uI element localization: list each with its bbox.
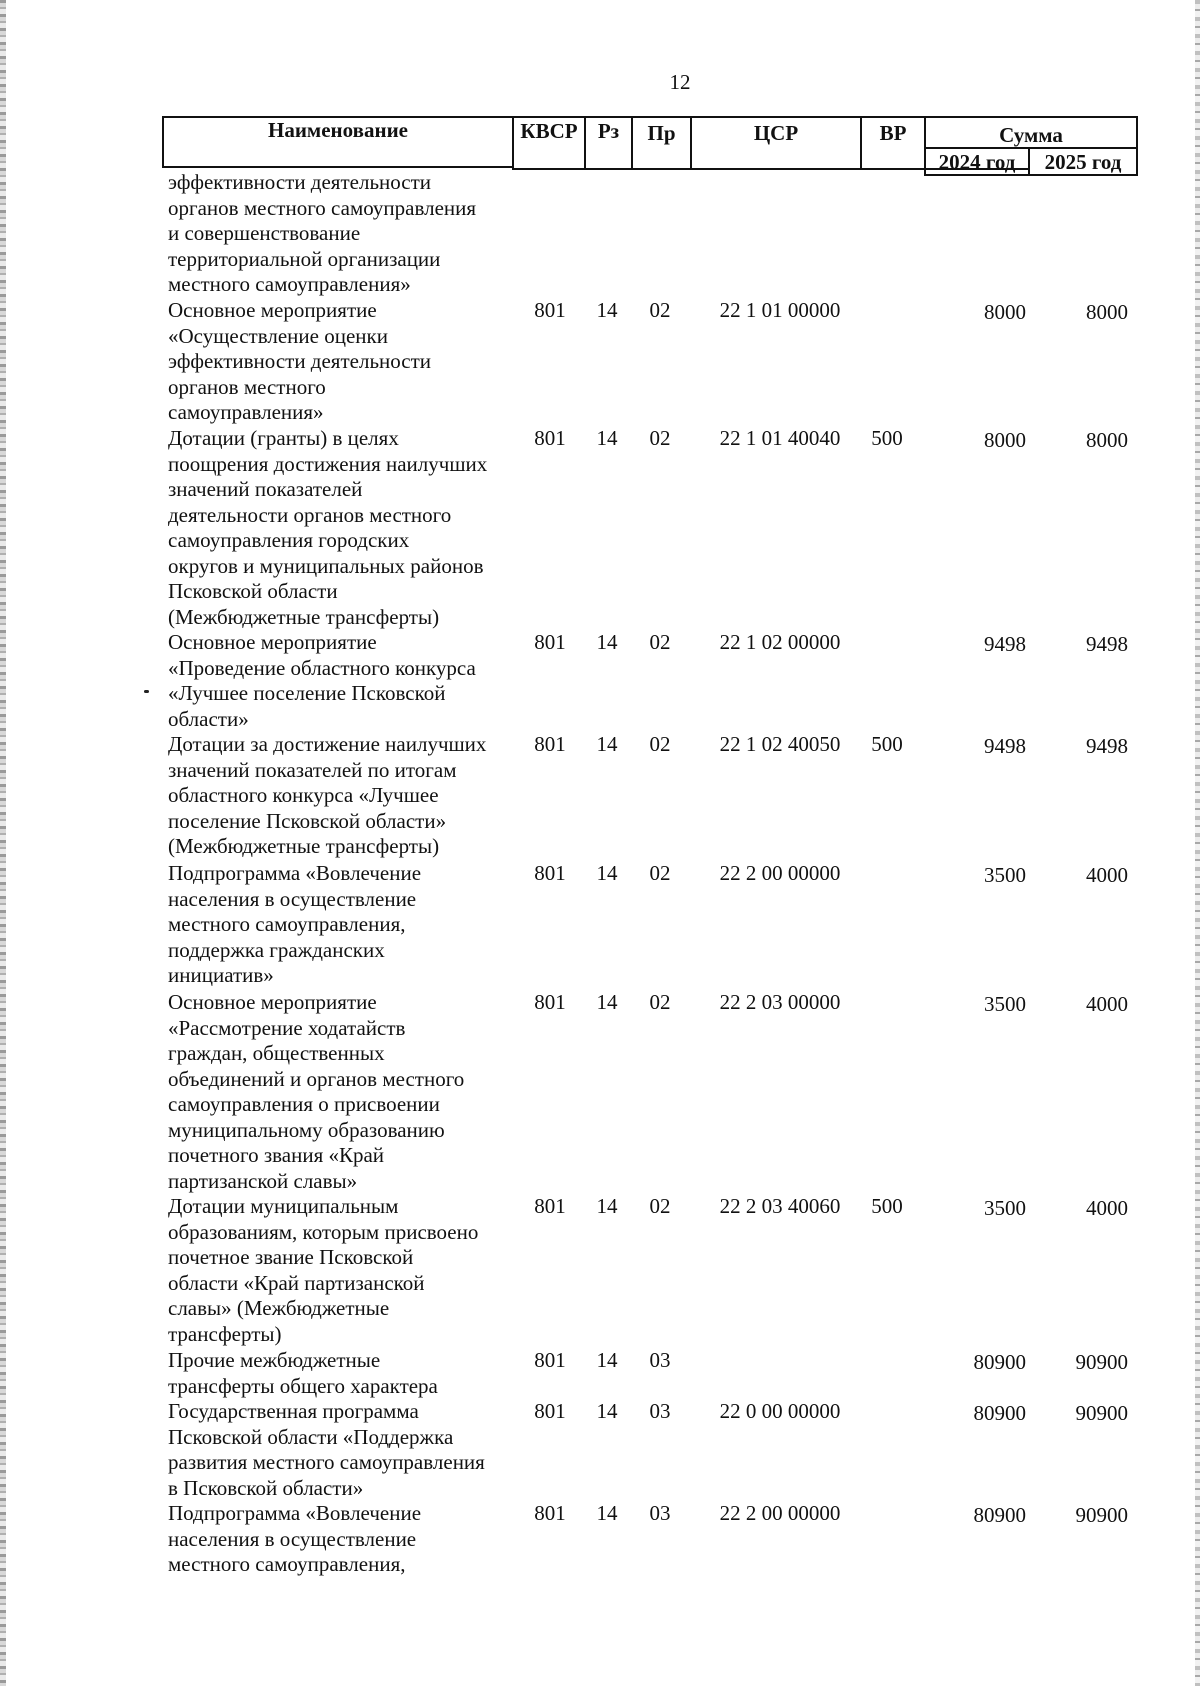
header-pr: Пр — [647, 121, 676, 145]
row-sum-2025: 8000 — [1086, 428, 1128, 452]
row-pr: 03 — [649, 1399, 671, 1423]
row-pr: 02 — [649, 861, 671, 885]
row-name: эффективности деятельности органов местного самоуправления и совершенствование территориальной организации местного самоуправления» — [168, 170, 477, 296]
scan-edge-left — [0, 0, 6, 1686]
row-kvsr: 801 — [534, 630, 566, 654]
header-rz: Рз — [597, 119, 620, 143]
row-csr: 22 1 02 00000 — [719, 630, 841, 654]
row-rz: 14 — [596, 1194, 618, 1218]
row-sum-2025: 9498 — [1086, 632, 1128, 656]
row-sum-2024: 80900 — [973, 1401, 1026, 1425]
row-sum-2024: 9498 — [984, 632, 1026, 656]
row-sum-2024: 3500 — [984, 1196, 1026, 1220]
row-sum-2024: 80900 — [973, 1503, 1026, 1527]
header-name: Наименование — [268, 118, 408, 142]
header-bottom-border-name — [162, 166, 512, 168]
row-pr: 02 — [649, 990, 671, 1014]
row-kvsr: 801 — [534, 1399, 566, 1423]
row-sum-2025: 90900 — [1075, 1350, 1128, 1374]
row-vr: 500 — [871, 426, 903, 450]
header-sum: Сумма — [999, 123, 1063, 147]
row-sum-2025: 8000 — [1086, 300, 1128, 324]
row-kvsr: 801 — [534, 1501, 566, 1525]
row-sum-2025: 4000 — [1086, 863, 1128, 887]
row-name: Основное мероприятие «Осуществление оценки эффективности деятельности органов местного самоуправления» — [168, 298, 432, 424]
header-csr: ЦСР — [753, 121, 799, 145]
row-rz: 14 — [596, 732, 618, 756]
row-name: Подпрограмма «Вовлечение населения в осуществление местного самоуправления, поддержка гражданских инициатив» — [168, 861, 422, 987]
row-sum-2024: 8000 — [984, 300, 1026, 324]
row-kvsr: 801 — [534, 298, 566, 322]
row-sum-2024: 3500 — [984, 863, 1026, 887]
row-name: Основное мероприятие «Проведение областного конкурса «Лучшее поселение Псковской области» — [168, 630, 476, 731]
row-csr: 22 1 02 40050 — [719, 732, 841, 756]
table-header — [162, 116, 1138, 176]
row-sum-2024: 3500 — [984, 992, 1026, 1016]
row-pr: 02 — [649, 1194, 671, 1218]
row-csr: 22 2 00 00000 — [719, 1501, 841, 1525]
row-rz: 14 — [596, 990, 618, 1014]
row-rz: 14 — [596, 1501, 618, 1525]
row-pr: 03 — [649, 1348, 671, 1372]
header-year-2025: 2025 год — [1044, 150, 1122, 174]
row-name: Дотации (гранты) в целях поощрения достижения наилучших значений показателей деятельности органов местного самоуправления городских округов и муниципальных районов Псковской области (Межбюджетные трансферты) — [168, 426, 488, 629]
row-sum-2024: 8000 — [984, 428, 1026, 452]
page-number: 12 — [669, 70, 691, 94]
row-sum-2025: 9498 — [1086, 734, 1128, 758]
row-rz: 14 — [596, 861, 618, 885]
row-kvsr: 801 — [534, 426, 566, 450]
row-vr: 500 — [871, 732, 903, 756]
row-kvsr: 801 — [534, 1194, 566, 1218]
scan-edge-right — [1195, 0, 1200, 1686]
row-pr: 02 — [649, 298, 671, 322]
row-sum-2024: 80900 — [973, 1350, 1026, 1374]
row-sum-2025: 4000 — [1086, 1196, 1128, 1220]
row-name: Подпрограмма «Вовлечение населения в осуществление местного самоуправления, — [168, 1501, 422, 1576]
header-kvsr: КВСР — [520, 119, 578, 143]
row-sum-2024: 9498 — [984, 734, 1026, 758]
row-sum-2025: 90900 — [1075, 1401, 1128, 1425]
row-rz: 14 — [596, 1399, 618, 1423]
row-kvsr: 801 — [534, 990, 566, 1014]
row-csr: 22 0 00 00000 — [719, 1399, 841, 1423]
row-rz: 14 — [596, 298, 618, 322]
row-csr: 22 1 01 00000 — [719, 298, 841, 322]
row-sum-2025: 4000 — [1086, 992, 1128, 1016]
row-pr: 02 — [649, 426, 671, 450]
row-rz: 14 — [596, 1348, 618, 1372]
row-name: Прочие межбюджетные трансферты общего характера — [168, 1348, 438, 1398]
row-kvsr: 801 — [534, 732, 566, 756]
row-rz: 14 — [596, 426, 618, 450]
row-pr: 02 — [649, 630, 671, 654]
row-rz: 14 — [596, 630, 618, 654]
row-pr: 02 — [649, 732, 671, 756]
header-right-border — [1136, 116, 1138, 176]
row-name: Дотации за достижение наилучших значений показателей по итогам областного конкурса «Лучшее поселение Псковской области» (Межбюджетные трансферты) — [168, 732, 487, 858]
scan-speck — [144, 690, 149, 693]
row-kvsr: 801 — [534, 861, 566, 885]
row-name: Дотации муниципальным образованиям, которым присвоено почетное звание Псковской области «Край партизанской славы» (Межбюджетные трансферты) — [168, 1194, 479, 1346]
row-kvsr: 801 — [534, 1348, 566, 1372]
row-name: Основное мероприятие «Рассмотрение ходатайств граждан, общественных объединений и органов местного самоуправления о присвоении муниципальному образованию почетного звания «Край партизанской славы» — [168, 990, 465, 1193]
header-year-2024: 2024 год — [938, 150, 1016, 174]
row-csr: 22 2 03 00000 — [719, 990, 841, 1014]
row-vr: 500 — [871, 1194, 903, 1218]
row-csr: 22 2 03 40060 — [719, 1194, 841, 1218]
row-name: Государственная программа Псковской области «Поддержка развития местного самоуправления в Псковской области» — [168, 1399, 485, 1500]
header-vr: ВР — [879, 121, 907, 145]
row-csr: 22 2 00 00000 — [719, 861, 841, 885]
row-sum-2025: 90900 — [1075, 1503, 1128, 1527]
row-csr: 22 1 01 40040 — [719, 426, 841, 450]
row-pr: 03 — [649, 1501, 671, 1525]
